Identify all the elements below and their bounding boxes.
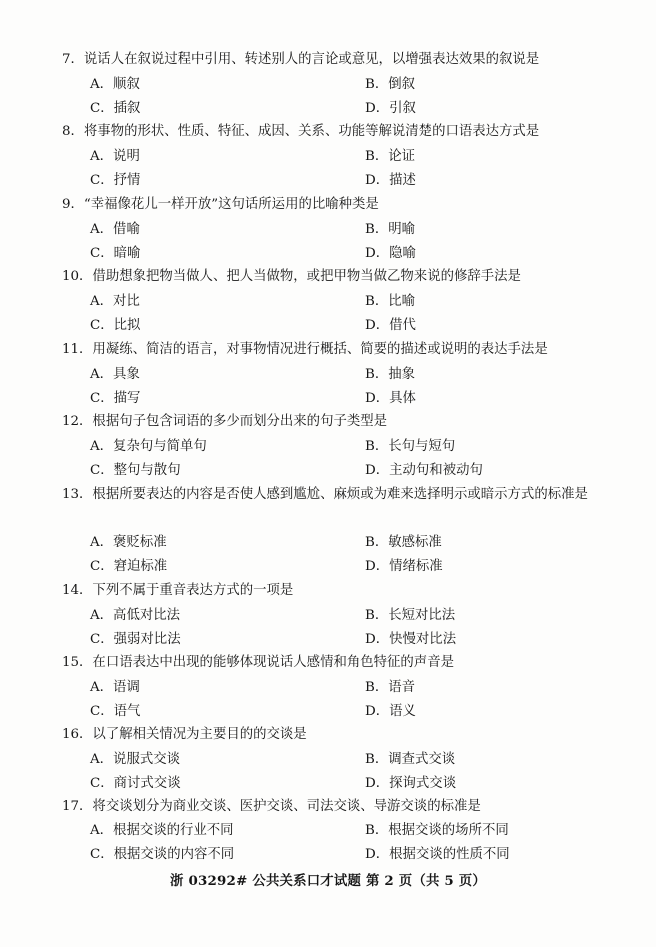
- option-a: A．语调: [90, 680, 140, 695]
- question-stem: 14．下列不属于重音表达方式的一项是: [62, 583, 294, 598]
- option-c: C．比拟: [90, 318, 141, 333]
- option-c: C．暗喻: [90, 246, 141, 261]
- option-a: A．具象: [90, 367, 140, 382]
- option-d: D．语义: [365, 704, 416, 719]
- option-d: D．情绪标准: [365, 559, 443, 574]
- option-c: C．插叙: [90, 101, 141, 116]
- option-b: B．长句与短句: [365, 439, 456, 454]
- option-b: B．论证: [365, 149, 416, 164]
- option-a: A．高低对比法: [90, 608, 181, 623]
- option-d: D．具体: [365, 391, 416, 406]
- option-b: B．比喻: [365, 294, 416, 309]
- option-b: B．根据交谈的场所不同: [365, 823, 509, 838]
- option-b: B．明喻: [365, 222, 416, 237]
- option-b: B．长短对比法: [365, 608, 456, 623]
- option-a: A．根据交谈的行业不同: [90, 823, 234, 838]
- option-a: A．说服式交谈: [90, 752, 181, 767]
- option-c: C．商讨式交谈: [90, 776, 181, 791]
- option-c: C．抒情: [90, 173, 141, 188]
- option-d: D．主动句和被动句: [365, 463, 483, 478]
- option-c: C．整句与散句: [90, 463, 181, 478]
- question-stem: 8．将事物的形状、性质、特征、成因、关系、功能等解说清楚的口语表达方式是: [62, 124, 540, 139]
- option-c: C．强弱对比法: [90, 632, 181, 647]
- question-stem: 12．根据句子包含词语的多少而划分出来的句子类型是: [62, 414, 388, 429]
- option-c: C．窘迫标准: [90, 559, 168, 574]
- option-d: D．借代: [365, 318, 416, 333]
- question-stem: 16．以了解相关情况为主要目的的交谈是: [62, 727, 307, 742]
- option-a: A．褒贬标准: [90, 535, 167, 550]
- option-d: D．快慢对比法: [365, 632, 457, 647]
- option-b: B．敏感标准: [365, 535, 442, 550]
- option-b: B．语音: [365, 680, 416, 695]
- option-b: B．抽象: [365, 367, 416, 382]
- option-d: D．探询式交谈: [365, 776, 457, 791]
- option-d: D．描述: [365, 173, 416, 188]
- option-b: B．倒叙: [365, 77, 416, 92]
- option-d: D．根据交谈的性质不同: [365, 847, 510, 862]
- page-footer: 浙 03292# 公共关系口才试题 第 2 页（共 5 页）: [170, 873, 486, 889]
- question-stem: 17．将交谈划分为商业交谈、医护交谈、司法交谈、导游交谈的标准是: [62, 799, 481, 814]
- question-stem: 11．用凝练、简洁的语言，对事物情况进行概括、简要的描述或说明的表达手法是: [62, 342, 548, 357]
- question-stem: 9．“幸福像花儿一样开放”这句话所运用的比喻种类是: [62, 197, 379, 212]
- option-a: A．对比: [90, 294, 140, 309]
- option-d: D．引叙: [365, 101, 416, 116]
- question-stem: 10．借助想象把物当做人、把人当做物，或把甲物当做乙物来说的修辞手法是: [62, 269, 521, 284]
- option-c: C．语气: [90, 704, 141, 719]
- option-a: A．借喻: [90, 222, 140, 237]
- option-a: A．顺叙: [90, 77, 140, 92]
- option-c: C．描写: [90, 391, 141, 406]
- option-b: B．调查式交谈: [365, 752, 456, 767]
- option-d: D．隐喻: [365, 246, 416, 261]
- option-c: C．根据交谈的内容不同: [90, 847, 235, 862]
- question-stem: 7．说话人在叙说过程中引用、转述别人的言论或意见，以增强表达效果的叙说是: [62, 52, 540, 67]
- question-stem: 13．根据所要表达的内容是否使人感到尴尬、麻烦或为难来选择明示或暗示方式的标准是: [62, 487, 588, 502]
- option-a: A．复杂句与简单句: [90, 439, 207, 454]
- question-stem: 15．在口语表达中出现的能够体现说话人感情和角色特征的声音是: [62, 655, 454, 670]
- option-a: A．说明: [90, 149, 140, 164]
